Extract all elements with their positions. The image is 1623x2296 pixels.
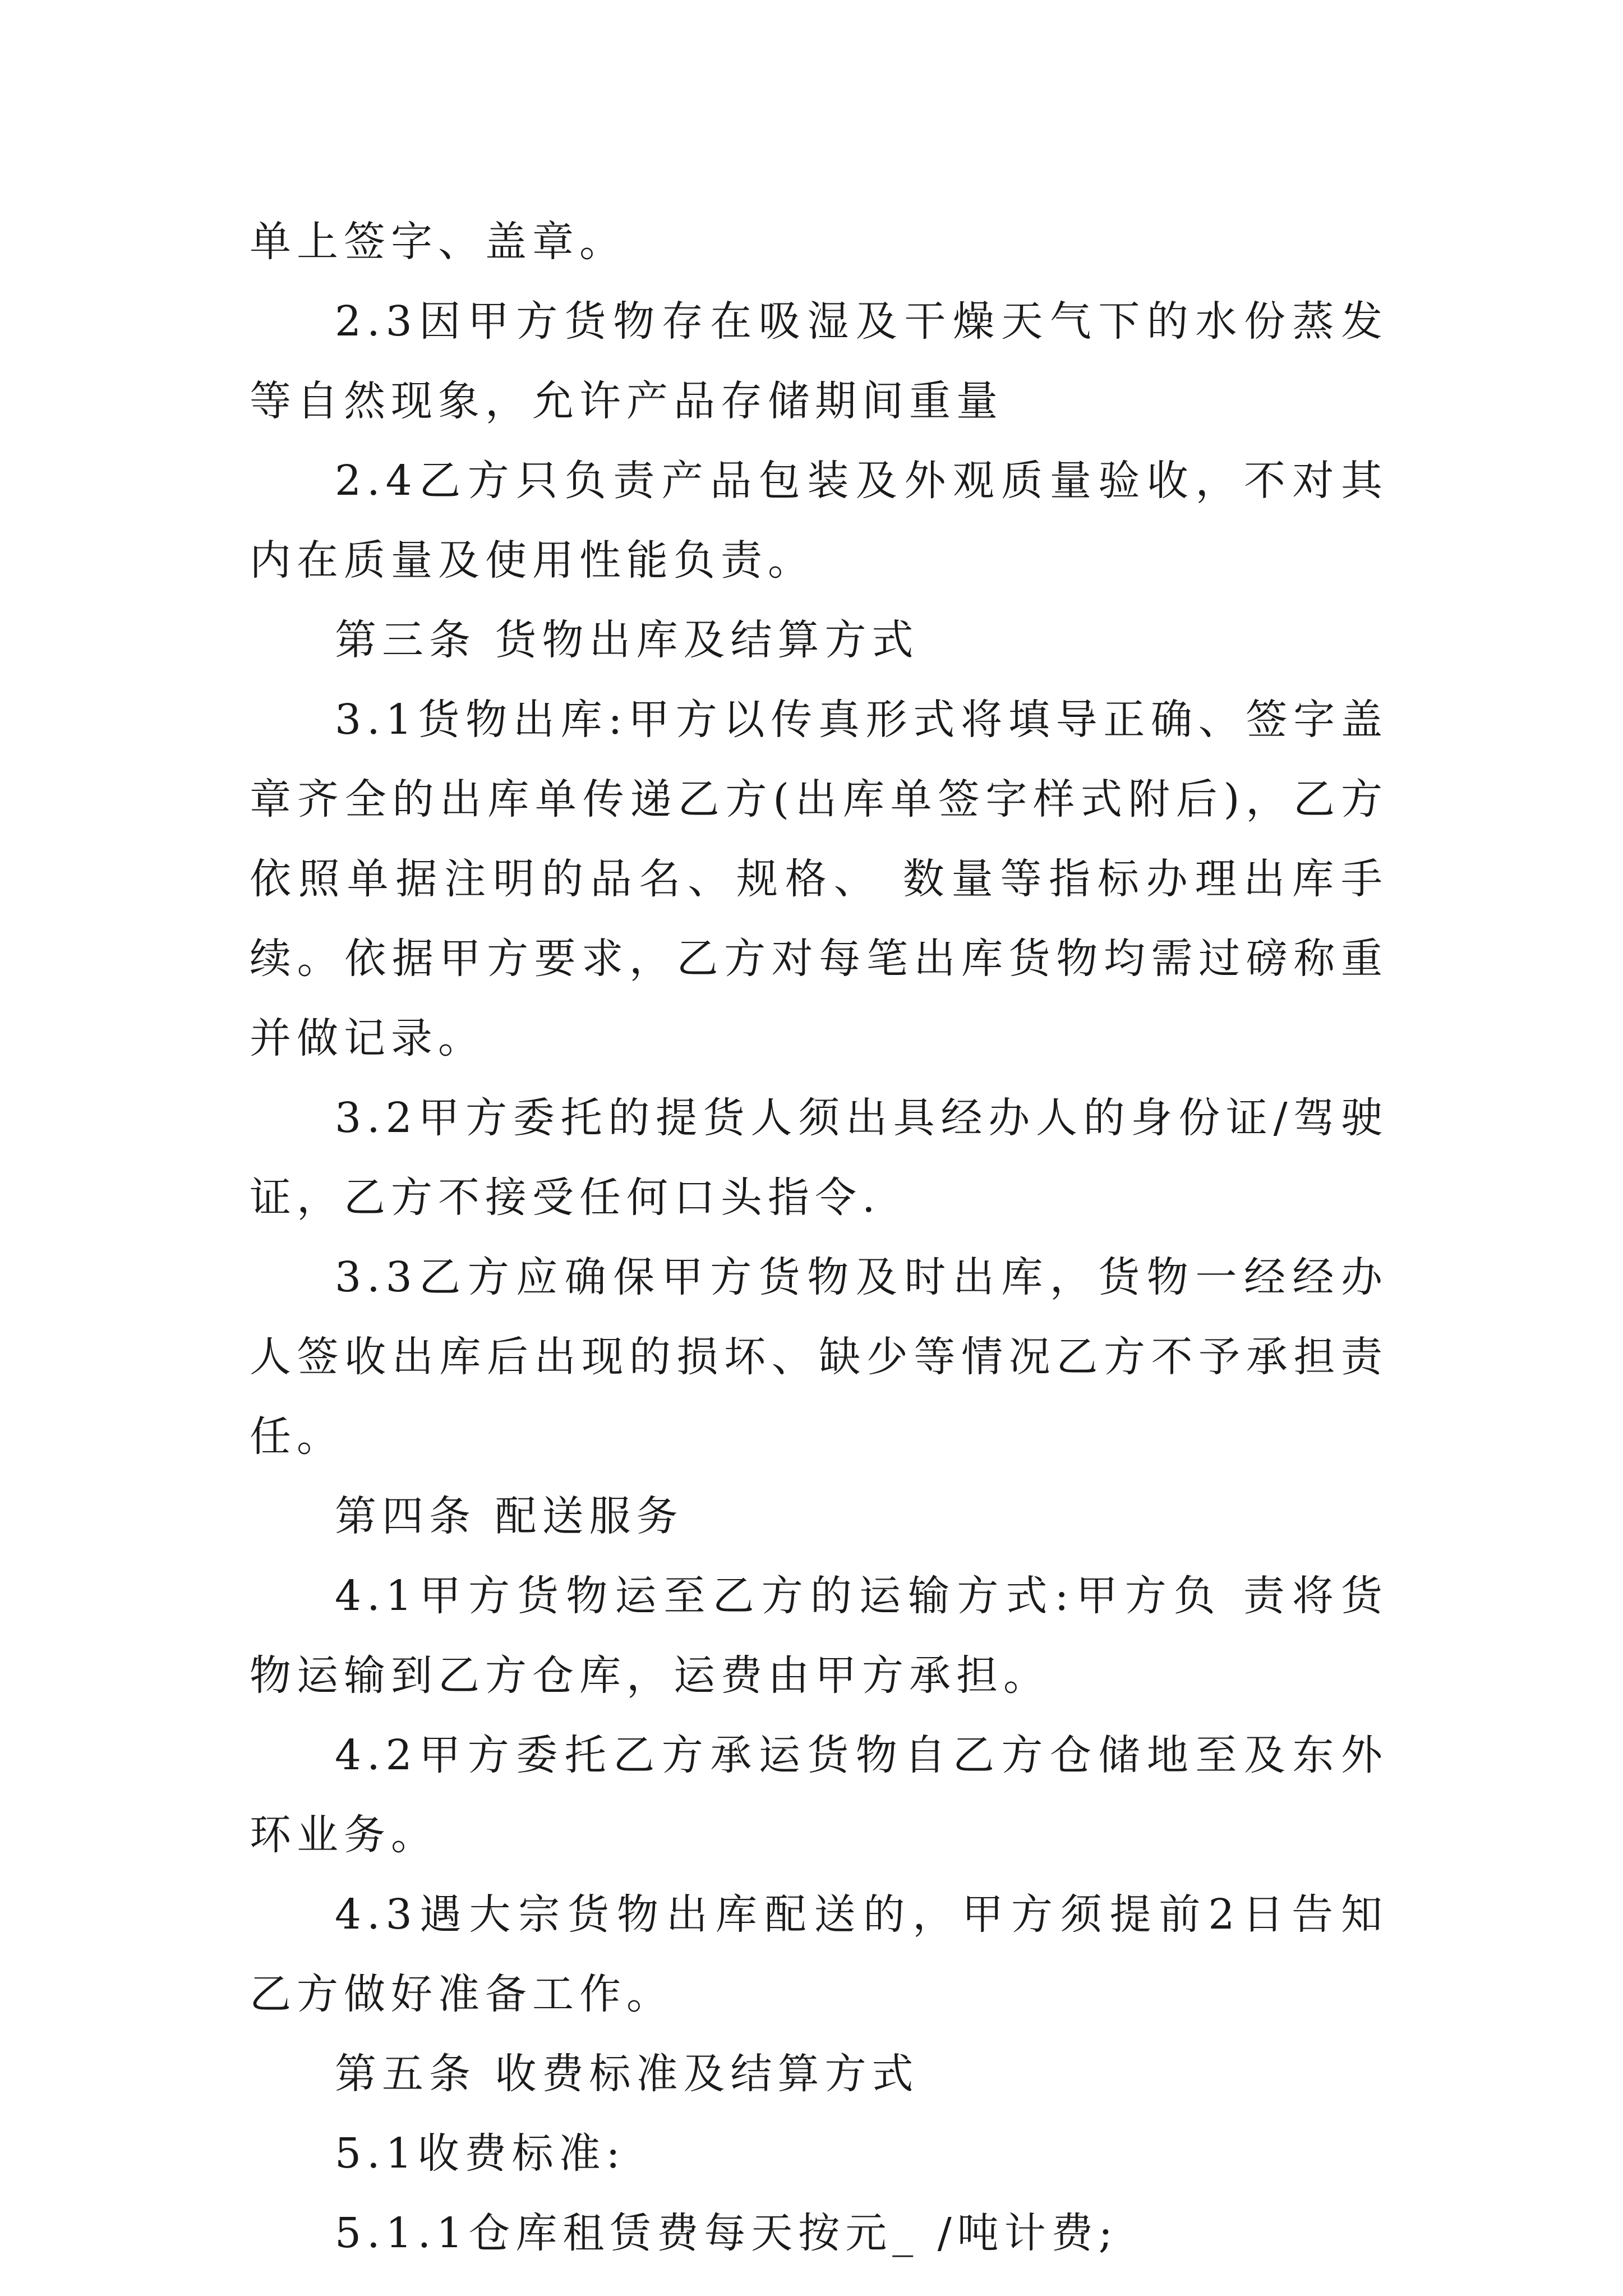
clause-2-4: 2.4乙方只负责产品包装及外观质量验收，不对其内在质量及使用性能负责。 <box>250 457 1388 585</box>
article-4-heading: 第四条 配送服务 <box>335 1492 684 1540</box>
clause-4-1: 4.1甲方货物运至乙方的运输方式:甲方负 责将货物运输到乙方仓库，运费由甲方承担。 <box>250 1572 1388 1700</box>
clause-2-3: 2.3因甲方货物存在吸湿及干燥天气下的水份蒸发等自然现象，允许产品存储期间重量 <box>250 297 1388 425</box>
clause-3-2: 3.2甲方委托的提货人须出具经办人的身份证/驾驶证，乙方不接受任何口头指令. <box>250 1094 1388 1222</box>
clause-5-1-1: 5.1.1仓库租赁费每天按元_ /吨计费; <box>335 2209 1118 2257</box>
clause-3-1: 3.1货物出库:甲方以传真形式将填导正确、签字盖章齐全的出库单传递乙方(出库单签字样式附后)，乙方依照单据注明的品名、规格、 数量等指标办理出库手续。依据甲方要求，乙方对每笔出库货物均需过磅称重并做记录。 <box>250 696 1388 1062</box>
document-body <box>250 202 1388 2273</box>
clause-4-2: 4.2甲方委托乙方承运货物自乙方仓储地至及东外环业务。 <box>250 1731 1388 1859</box>
clause-4-3: 4.3遇大宗货物出库配送的，甲方须提前2日告知乙方做好准备工作。 <box>250 1890 1388 2018</box>
paragraph-continuation: 单上签字、盖章。 <box>250 218 626 266</box>
clause-3-3: 3.3乙方应确保甲方货物及时出库，货物一经经办 人签收出库后出现的损坏、缺少等情况乙方不予承担责任。 <box>250 1253 1388 1461</box>
clause-5-1: 5.1收费标准: <box>335 2129 626 2178</box>
article-5-heading: 第五条 收费标准及结算方式 <box>335 2050 919 2098</box>
article-3-heading: 第三条 货物出库及结算方式 <box>335 616 919 664</box>
